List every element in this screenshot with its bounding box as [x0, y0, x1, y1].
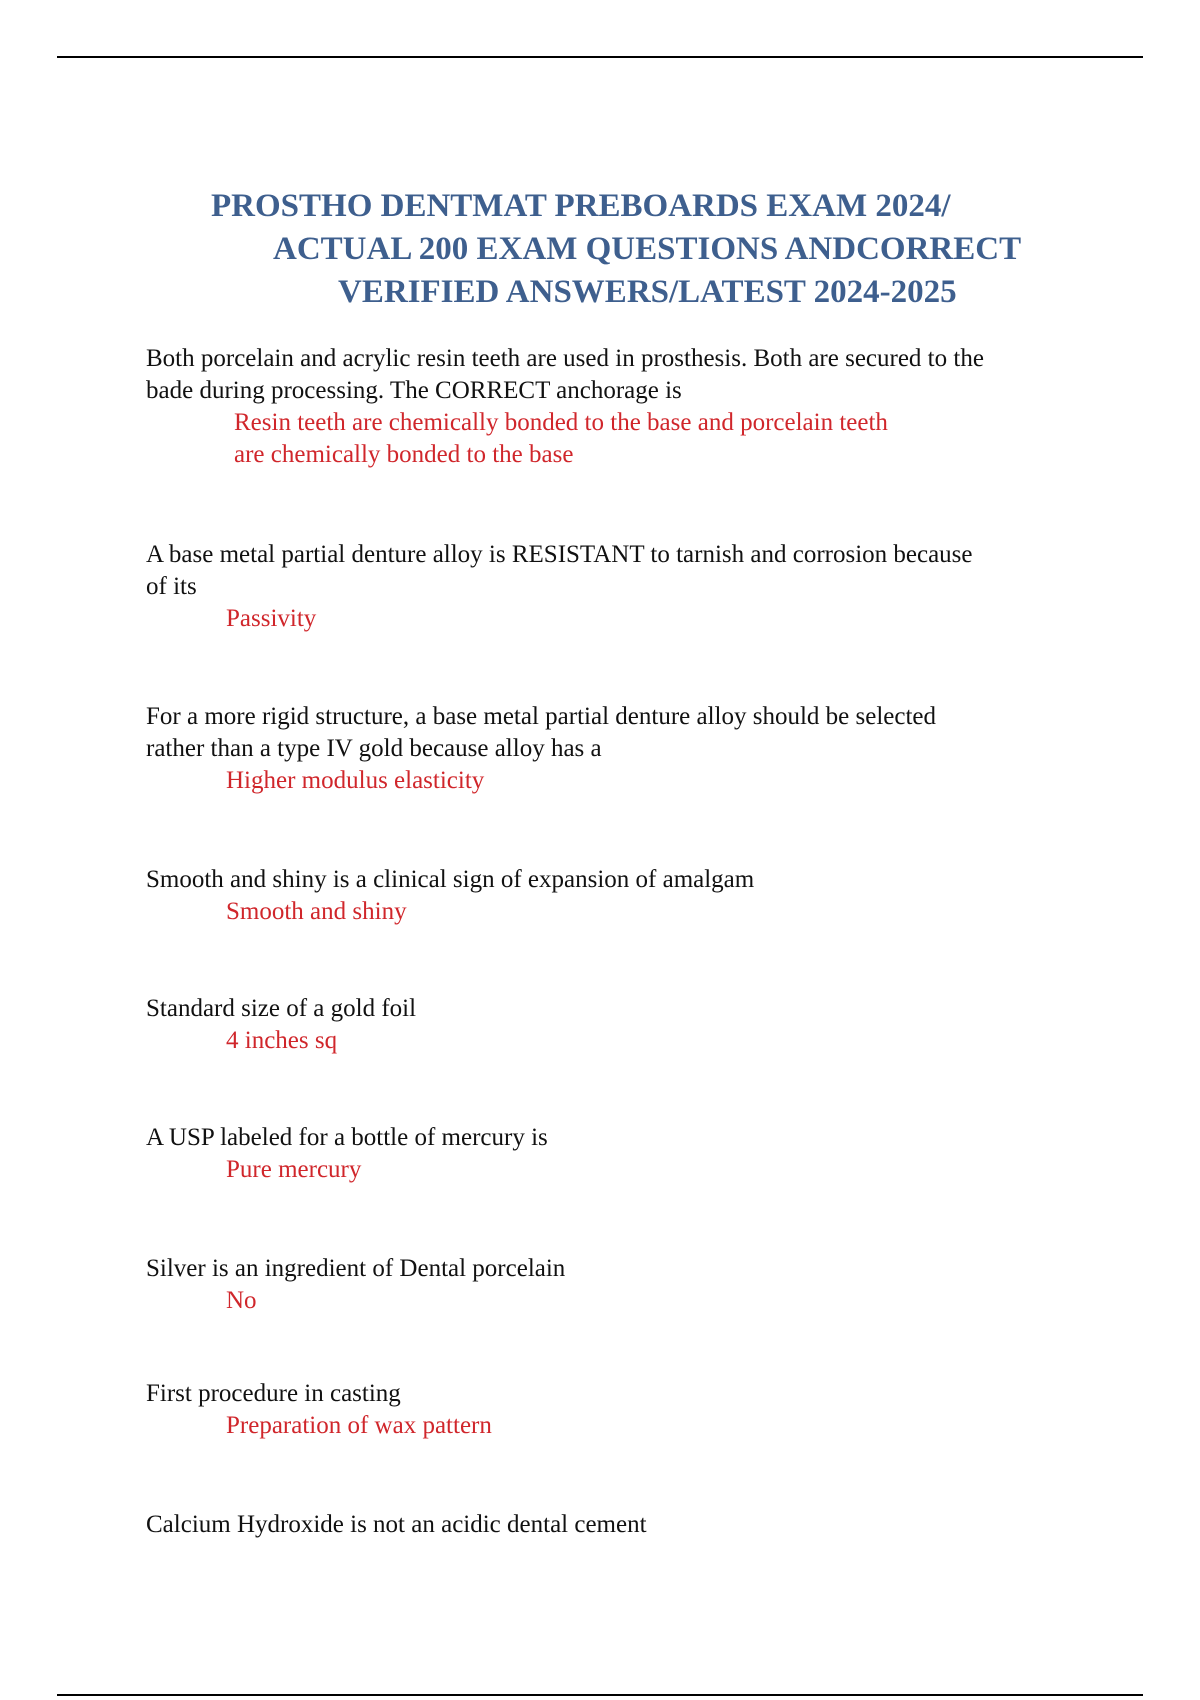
title-line-1: PROSTHO DENTMAT PREBOARDS EXAM 2024/ — [211, 188, 951, 224]
qa-item-7 — [146, 1253, 1096, 1317]
answer-text: Passivity — [226, 605, 317, 632]
qa-item-8 — [146, 1378, 1096, 1442]
answer-text: Higher modulus elasticity — [226, 767, 485, 794]
qa-item-6 — [146, 1122, 1096, 1186]
answer-text: Resin teeth are chemically bonded to the base and porcelain teeth are chemically bonded to the base — [234, 409, 888, 468]
question-text: A base metal partial denture alloy is RESISTANT to tarnish and corrosion because of its — [146, 541, 973, 600]
qa-item-9 — [146, 1509, 1096, 1541]
question-text: Standard size of a gold foil — [146, 995, 417, 1022]
question-text: First procedure in casting — [146, 1380, 401, 1407]
qa-item-4 — [146, 864, 1096, 928]
answer-text: Preparation of wax pattern — [226, 1412, 492, 1439]
qa-item-2 — [146, 539, 1096, 635]
top-divider — [57, 56, 1143, 58]
bottom-divider — [57, 1694, 1143, 1696]
qa-item-1 — [146, 343, 1096, 471]
qa-item-5 — [146, 993, 1096, 1057]
title-line-3: VERIFIED ANSWERS/LATEST 2024-2025 — [338, 274, 957, 310]
question-text: Silver is an ingredient of Dental porcelain — [146, 1255, 566, 1282]
question-text: A USP labeled for a bottle of mercury is — [146, 1124, 548, 1151]
question-text: Smooth and shiny is a clinical sign of expansion of amalgam — [146, 866, 755, 893]
answer-text: No — [226, 1287, 257, 1314]
question-text: Both porcelain and acrylic resin teeth are used in prosthesis. Both are secured to the bade during processing. The CORRECT anchorage is — [146, 345, 984, 404]
question-text: For a more rigid structure, a base metal partial denture alloy should be selected rather than a type IV gold because alloy has a — [146, 703, 937, 762]
answer-text: 4 inches sq — [226, 1027, 338, 1054]
answer-text: Smooth and shiny — [226, 898, 407, 925]
qa-item-3 — [146, 701, 1096, 797]
title-line-2: ACTUAL 200 EXAM QUESTIONS ANDCORRECT — [273, 231, 1022, 267]
question-text: Calcium Hydroxide is not an acidic dental cement — [146, 1511, 647, 1538]
answer-text: Pure mercury — [226, 1156, 362, 1183]
